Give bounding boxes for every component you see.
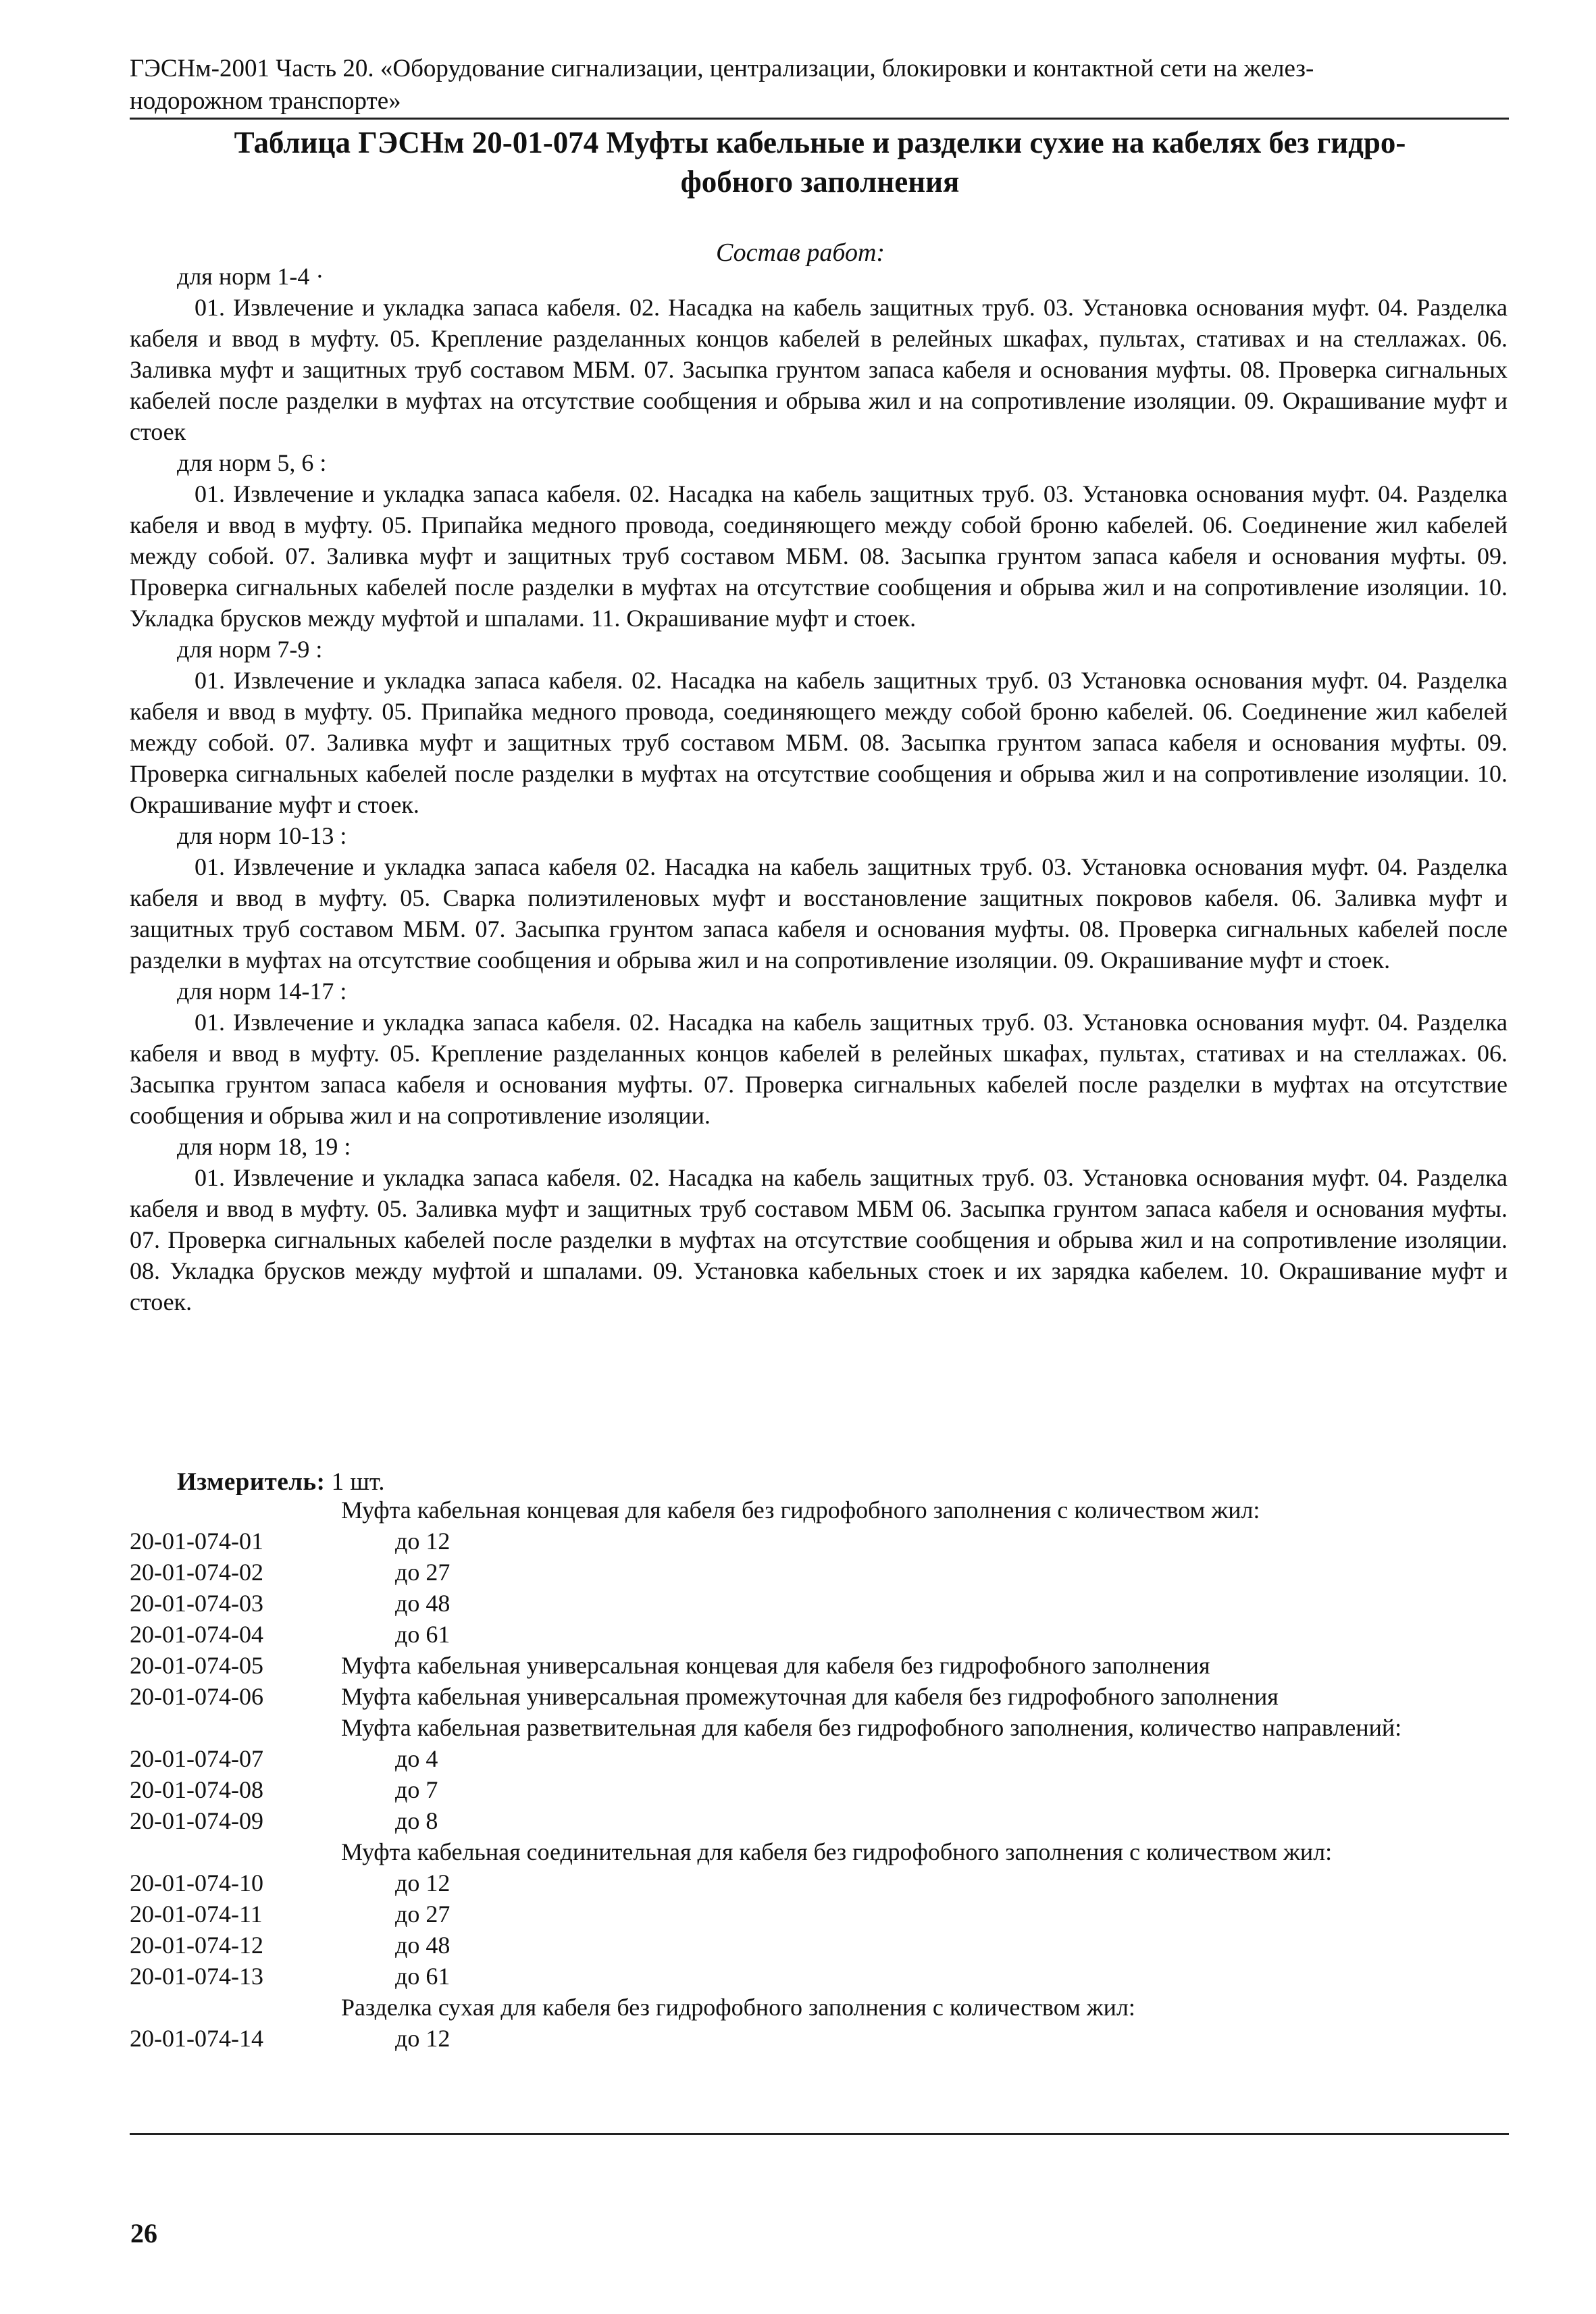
table-row (130, 1619, 1508, 1650)
norm-code: 20-01-074-01 (130, 1528, 263, 1555)
table-row (130, 1588, 1508, 1619)
work-block (130, 976, 1508, 1131)
running-header (130, 53, 1508, 118)
group-heading-row (130, 1712, 1508, 1743)
norm-value: до 12 (395, 2025, 451, 2052)
measure-label: Измеритель: (177, 1468, 326, 1496)
page-number: 26 (130, 2218, 157, 2248)
measure-value: 1 шт. (331, 1468, 385, 1496)
table-bottom-divider (130, 2133, 1509, 2135)
norm-value: до 27 (395, 1559, 451, 1586)
norm-value: до 48 (395, 1932, 451, 1959)
norm-code: 20-01-074-02 (130, 1559, 263, 1586)
composition-heading: Состав работ: (716, 238, 885, 267)
norm-code: 20-01-074-05 (130, 1652, 263, 1679)
norm-label: для норм 18, 19 : (177, 1133, 351, 1160)
norm-code: 20-01-074-14 (130, 2025, 263, 2052)
table-title (128, 123, 1512, 201)
work-text: 01. Извлечение и укладка запаса кабеля. 02. Насадка на кабель защитных труб. 03. Установка основания муфт. 04. Разделка кабеля и ввод в муфту. 05. Припайка медного провода, соединяющего между собой броню кабелей. 06. Соединение жил кабелей между собой. 07. Заливка муфт и защитных труб составом МБМ. 08. Засыпка грунтом запаса кабеля и основания муфты. 09. Проверка сигнальных кабелей после разделки в муфтах на отсутствие сообщения и обрыва жил и на сопротивление изоляции. 10. Укладка брусков между муфтой и шпалами. 11. Окрашивание муфт и стоек. (130, 480, 1508, 632)
table-row (130, 2023, 1508, 2054)
norm-code: 20-01-074-07 (130, 1745, 263, 1772)
table-row (130, 1774, 1508, 1805)
running-header-line-2: нодорожном транспорте» (130, 87, 401, 115)
measure-unit (177, 1467, 385, 1496)
norm-value: до 61 (395, 1621, 451, 1648)
norm-code: 20-01-074-06 (130, 1683, 263, 1710)
norm-value: до 48 (395, 1590, 451, 1617)
group-heading-row (130, 1836, 1508, 1867)
work-text: 01. Извлечение и укладка запаса кабеля 02. Насадка на кабель защитных труб. 03. Установка основания муфт. 04. Разделка кабеля и ввод в муфту. 05. Сварка полиэтиленовых муфт и восстановление защитных покровов кабеля. 06. Заливка муфт и защитных труб составом МБМ. 07. Засыпка грунтом запаса кабеля и основания муфты. 08. Проверка сигнальных кабелей после разделки в муфтах на отсутствие сообщения и обрыва жил и на сопротивление изоляции. 09. Окрашивание муфт и стоек. (130, 853, 1508, 974)
table-row (130, 1681, 1508, 1712)
norm-value: до 7 (395, 1776, 438, 1803)
norm-value: до 4 (395, 1745, 438, 1772)
norm-code: 20-01-074-11 (130, 1901, 263, 1928)
table-row (130, 1743, 1508, 1774)
norm-value: до 27 (395, 1901, 451, 1928)
table-row (130, 1930, 1508, 1961)
table-row (130, 1650, 1508, 1681)
table-row (130, 1557, 1508, 1588)
table-row (130, 1867, 1508, 1898)
group-heading: Муфта кабельная концевая для кабеля без гидрофобного заполнения с количеством жил: (341, 1496, 1260, 1524)
norm-code: 20-01-074-03 (130, 1590, 263, 1617)
norm-label: для норм 14-17 : (177, 978, 347, 1005)
norm-description: Муфта кабельная универсальная промежуточная для кабеля без гидрофобного заполнения (341, 1683, 1279, 1710)
work-text: 01. Извлечение и укладка запаса кабеля. 02. Насадка на кабель защитных труб. 03 Установка основания муфт. 04. Разделка кабеля и ввод в муфту. 05. Припайка медного провода, соединяющего между собой броню кабелей. 06. Соединение жил кабелей между собой. 07. Заливка муфт и защитных труб составом МБМ. 08. Засыпка грунтом запаса кабеля и основания муфты. 09. Проверка сигнальных кабелей после разделки в муфтах на отсутствие сообщения и обрыва жил и на сопротивление изоляции. 10. Окрашивание муфт и стоек. (130, 667, 1508, 818)
norm-value: до 12 (395, 1869, 451, 1896)
norm-label: для норм 5, 6 : (177, 449, 327, 476)
work-composition-list (130, 261, 1508, 1317)
norm-label: для норм 7-9 : (177, 636, 323, 663)
table-row (130, 1961, 1508, 1992)
norm-code: 20-01-074-04 (130, 1621, 263, 1648)
work-block (130, 634, 1508, 820)
group-heading: Муфта кабельная разветвительная для кабеля без гидрофобного заполнения, количество направлений: (341, 1714, 1402, 1741)
norm-value: до 61 (395, 1963, 451, 1990)
table-title-line-1: Таблица ГЭСНм 20-01-074 Муфты кабельные и разделки сухие на кабелях без гидро- (234, 126, 1406, 159)
work-text: 01. Извлечение и укладка запаса кабеля. 02. Насадка на кабель защитных труб. 03. Установка основания муфт. 04. Разделка кабеля и ввод в муфту. 05. Заливка муфт и защитных труб составом МБМ 06. Засыпка грунтом запаса кабеля и основания муфты. 07. Проверка сигнальных кабелей после разделки в муфтах на отсутствие сообщения и обрыва жил и на сопротивление изоляции. 08. Укладка брусков между муфтой и шпалами. 09. Установка кабельных стоек и их зарядка кабелем. 10. Окрашивание муфт и стоек. (130, 1164, 1508, 1315)
norm-code: 20-01-074-09 (130, 1807, 263, 1834)
work-text: 01. Извлечение и укладка запаса кабеля. 02. Насадка на кабель защитных труб. 03. Установка основания муфт. 04. Разделка кабеля и ввод в муфту. 05. Крепление разделанных концов кабелей в релейных шкафах, пультах, стативах и на стеллажах. 06. Заливка муфт и защитных труб составом МБМ. 07. Засыпка грунтом запаса кабеля и основания муфты. 08. Проверка сигнальных кабелей после разделки в муфтах на отсутствие сообщения и обрыва жил и на сопротивление изоляции. 09. Окрашивание муфт и стоек (130, 294, 1508, 445)
work-block (130, 261, 1508, 447)
norm-label: для норм 10-13 : (177, 822, 347, 849)
table-title-line-2: фобного заполнения (680, 165, 960, 199)
norm-description: Муфта кабельная универсальная концевая для кабеля без гидрофобного заполнения (341, 1652, 1210, 1679)
work-text: 01. Извлечение и укладка запаса кабеля. 02. Насадка на кабель защитных труб. 03. Установка основания муфт. 04. Разделка кабеля и ввод в муфту. 05. Крепление разделанных концов кабелей в релейных шкафах, пультах, стативах и на стеллажах. 06. Засыпка грунтом запаса кабеля и основания муфты. 07. Проверка сигнальных кабелей после разделки в муфтах на отсутствие сообщения и обрыва жил и на сопротивление изоляции. (130, 1009, 1508, 1129)
table-row (130, 1526, 1508, 1557)
header-divider (130, 118, 1509, 120)
norm-value: до 8 (395, 1807, 438, 1834)
norm-value: до 12 (395, 1528, 451, 1555)
norm-label: для норм 1-4 · (177, 263, 324, 290)
norm-code: 20-01-074-12 (130, 1932, 263, 1959)
norm-code: 20-01-074-10 (130, 1869, 263, 1896)
work-block (130, 820, 1508, 976)
norm-code: 20-01-074-13 (130, 1963, 263, 1990)
group-heading: Разделка сухая для кабеля без гидрофобного заполнения с количеством жил: (341, 1994, 1135, 2021)
work-block (130, 447, 1508, 634)
table-row (130, 1805, 1508, 1836)
running-header-line-1: ГЭСНм-2001 Часть 20. «Оборудование сигнализации, централизации, блокировки и контактной сети на желез- (130, 55, 1314, 82)
norm-code: 20-01-074-08 (130, 1776, 263, 1803)
work-block (130, 1131, 1508, 1317)
norm-items-table (130, 1494, 1508, 2054)
group-heading: Муфта кабельная соединительная для кабеля без гидрофобного заполнения с количеством жил: (341, 1838, 1333, 1865)
table-row (130, 1898, 1508, 1930)
group-heading-row (130, 1992, 1508, 2023)
group-heading-row (130, 1494, 1508, 1526)
